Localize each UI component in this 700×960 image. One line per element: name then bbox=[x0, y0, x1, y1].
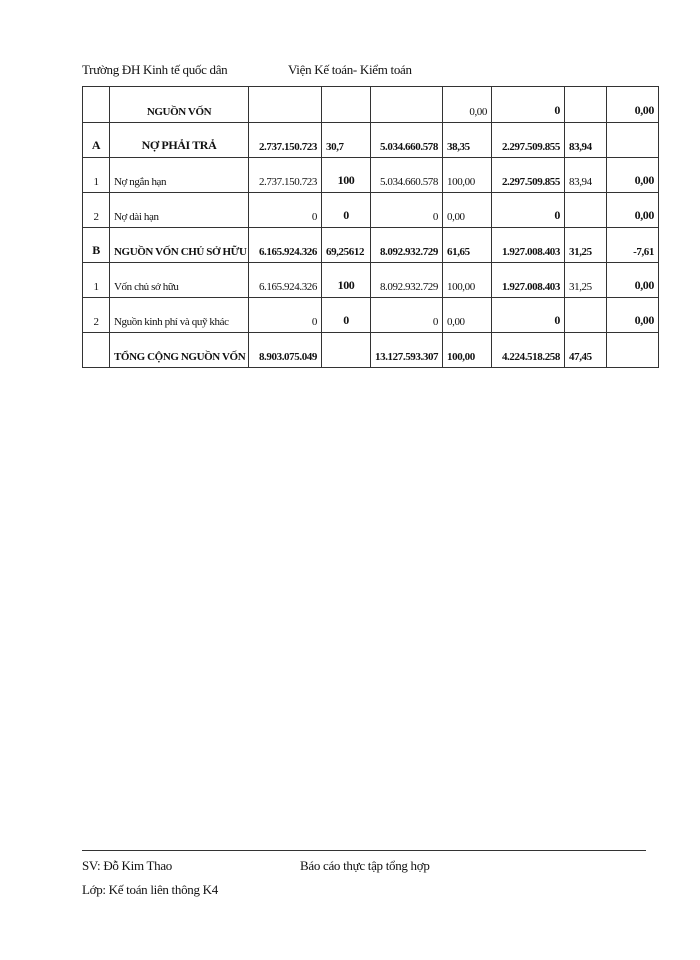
row-code: A bbox=[83, 123, 110, 158]
cell-change-amount: 2.297.509.855 bbox=[492, 158, 565, 193]
cell-change-pct bbox=[565, 298, 607, 333]
footer-divider bbox=[82, 850, 646, 851]
footer-student: SV: Đỗ Kim Thao bbox=[82, 858, 172, 873]
cell-pct-prev: 69,25612 bbox=[322, 228, 371, 263]
cell-change-pct: 31,25 bbox=[565, 263, 607, 298]
row-label: Nợ ngắn hạn bbox=[110, 158, 249, 193]
cell-structure-change: -7,61 bbox=[607, 228, 659, 263]
cell-structure-change: 0,00 bbox=[607, 193, 659, 228]
row-label: Nguồn kinh phí và quỹ khác bbox=[110, 298, 249, 333]
table-row-long-term-debt bbox=[83, 193, 659, 228]
cell-structure-change: 0,00 bbox=[607, 263, 659, 298]
cell-amount-curr: 5.034.660.578 bbox=[371, 158, 443, 193]
cell-pct-curr: 100,00 bbox=[443, 158, 492, 193]
cell-amount-curr: 5.034.660.578 bbox=[371, 123, 443, 158]
table-row-owners-equity-group bbox=[83, 228, 659, 263]
cell-pct-curr: 0,00 bbox=[443, 87, 492, 123]
cell-change-amount: 1.927.008.403 bbox=[492, 228, 565, 263]
cell-pct-curr: 61,65 bbox=[443, 228, 492, 263]
cell-amount-prev: 2.737.150.723 bbox=[249, 123, 322, 158]
cell-pct-prev bbox=[322, 333, 371, 368]
row-label: Nợ dài hạn bbox=[110, 193, 249, 228]
cell-amount-curr: 0 bbox=[371, 298, 443, 333]
table-row-owners-capital bbox=[83, 263, 659, 298]
cell-amount-prev bbox=[249, 87, 322, 123]
row-code: 2 bbox=[83, 193, 110, 228]
cell-change-amount: 4.224.518.258 bbox=[492, 333, 565, 368]
table-row-short-term-debt bbox=[83, 158, 659, 193]
row-label: TỔNG CỘNG NGUỒN VỐN bbox=[110, 333, 249, 368]
cell-change-amount: 2.297.509.855 bbox=[492, 123, 565, 158]
cell-amount-prev: 2.737.150.723 bbox=[249, 158, 322, 193]
cell-pct-curr: 0,00 bbox=[443, 298, 492, 333]
table-row-liabilities bbox=[83, 123, 659, 158]
row-code bbox=[83, 333, 110, 368]
cell-pct-curr: 100,00 bbox=[443, 333, 492, 368]
cell-structure-change: 0,00 bbox=[607, 298, 659, 333]
row-code bbox=[83, 87, 110, 123]
cell-change-amount: 1.927.008.403 bbox=[492, 263, 565, 298]
cell-amount-prev: 0 bbox=[249, 298, 322, 333]
row-label: NGUỒN VỐN bbox=[110, 87, 249, 123]
cell-amount-curr: 8.092.932.729 bbox=[371, 263, 443, 298]
cell-change-pct: 83,94 bbox=[565, 123, 607, 158]
cell-amount-prev: 8.903.075.049 bbox=[249, 333, 322, 368]
cell-pct-prev: 0 bbox=[322, 193, 371, 228]
row-code: 1 bbox=[83, 263, 110, 298]
row-code: B bbox=[83, 228, 110, 263]
cell-pct-curr: 38,35 bbox=[443, 123, 492, 158]
cell-pct-prev: 100 bbox=[322, 158, 371, 193]
row-label: NGUỒN VỐN CHỦ SỞ HỮU bbox=[110, 228, 249, 263]
cell-pct-prev: 0 bbox=[322, 298, 371, 333]
cell-change-pct bbox=[565, 87, 607, 123]
cell-amount-prev: 0 bbox=[249, 193, 322, 228]
cell-amount-curr bbox=[371, 87, 443, 123]
footer-report-title: Báo cáo thực tập tổng hợp bbox=[300, 858, 430, 873]
header-school: Trường ĐH Kinh tế quốc dân bbox=[82, 62, 228, 77]
cell-structure-change: 0,00 bbox=[607, 158, 659, 193]
cell-change-pct: 47,45 bbox=[565, 333, 607, 368]
cell-structure-change: 0,00 bbox=[607, 87, 659, 123]
capital-sources-table bbox=[82, 86, 659, 368]
cell-change-amount: 0 bbox=[492, 87, 565, 123]
cell-pct-prev: 30,7 bbox=[322, 123, 371, 158]
cell-structure-change bbox=[607, 333, 659, 368]
table-row-capital-sources bbox=[83, 87, 659, 123]
table-row-funds-and-other bbox=[83, 298, 659, 333]
cell-change-amount: 0 bbox=[492, 298, 565, 333]
cell-pct-prev: 100 bbox=[322, 263, 371, 298]
cell-amount-prev: 6.165.924.326 bbox=[249, 263, 322, 298]
cell-change-amount: 0 bbox=[492, 193, 565, 228]
cell-amount-curr: 13.127.593.307 bbox=[371, 333, 443, 368]
cell-pct-curr: 100,00 bbox=[443, 263, 492, 298]
cell-amount-curr: 0 bbox=[371, 193, 443, 228]
cell-change-pct: 83,94 bbox=[565, 158, 607, 193]
cell-change-pct: 31,25 bbox=[565, 228, 607, 263]
cell-change-pct bbox=[565, 193, 607, 228]
row-code: 1 bbox=[83, 158, 110, 193]
row-code: 2 bbox=[83, 298, 110, 333]
row-label: Vốn chủ sở hữu bbox=[110, 263, 249, 298]
cell-amount-curr: 8.092.932.729 bbox=[371, 228, 443, 263]
header-institute: Viện Kế toán- Kiểm toán bbox=[288, 62, 412, 77]
footer-class: Lớp: Kế toán liên thông K4 bbox=[82, 882, 218, 897]
row-label: NỢ PHẢI TRẢ bbox=[110, 123, 249, 158]
cell-pct-prev bbox=[322, 87, 371, 123]
table-row-total-capital bbox=[83, 333, 659, 368]
cell-amount-prev: 6.165.924.326 bbox=[249, 228, 322, 263]
cell-structure-change bbox=[607, 123, 659, 158]
cell-pct-curr: 0,00 bbox=[443, 193, 492, 228]
